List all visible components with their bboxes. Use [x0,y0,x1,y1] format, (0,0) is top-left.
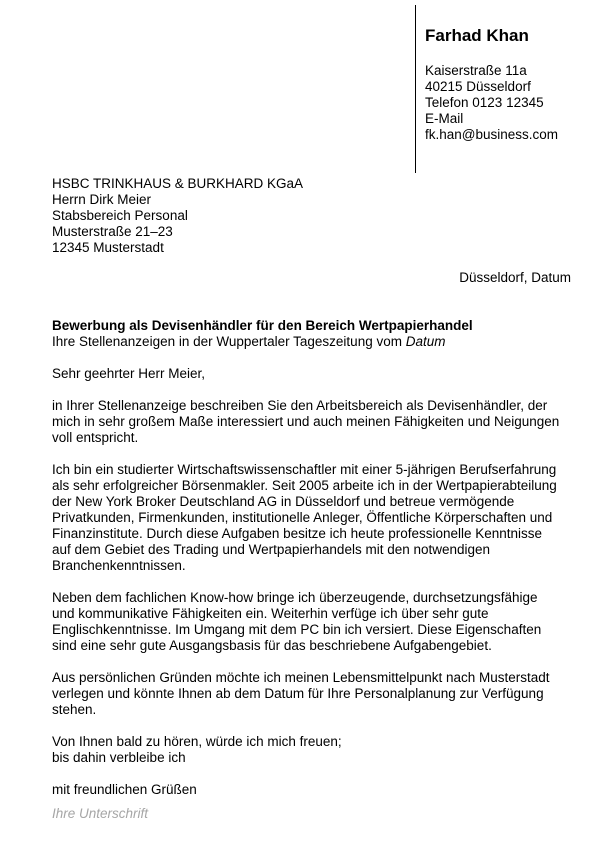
paragraph-line: bis dahin verbleibe ich [52,750,186,765]
paragraph-line: Von Ihnen bald zu hören, würde ich mich freuen; [52,734,342,749]
paragraph-line: mich in sehr großem Maße interessiert und auch meinen Fähigkeiten und Neigungen [52,414,560,429]
paragraph-line: voll entspricht. [52,430,139,445]
paragraph-line: der New York Broker Deutschland AG in Düsseldorf und betreue vermögende [52,494,515,509]
recipient-person: Herrn Dirk Meier [52,192,152,207]
recipient-department: Stabsbereich Personal [52,208,188,223]
sender-block [425,26,558,143]
paragraph-line: als sehr erfolgreicher Börsenmakler. Seit 2005 arbeite ich in der Wertpapierabteilung [52,478,557,493]
paragraph-line: sind eine sehr gute Ausgangsbasis für das beschriebene Aufgabengebiet. [52,638,492,653]
paragraph-4 [52,670,577,718]
recipient-address [52,176,303,256]
sender-email: fk.han@business.com [425,127,559,142]
paragraph-3 [52,590,577,654]
recipient-city: 12345 Musterstadt [52,240,164,255]
recipient-street: Musterstraße 21–23 [52,224,173,239]
paragraph-5 [52,734,577,766]
signature-placeholder: Ihre Unterschrift [52,806,149,821]
subject-block [52,318,473,350]
paragraph-line: Ich bin ein studierter Wirtschaftswissenschaftler mit einer 5-jährigen Berufserfahrung [52,462,557,477]
paragraph-line: Englischkenntnisse. Im Umgang mit dem PC bin ich versiert. Diese Eigenschaften [52,622,542,637]
subject-title: Bewerbung als Devisenhändler für den Bereich Wertpapierhandel [52,318,473,333]
paragraph-line: stehen. [52,702,97,717]
salutation-block [52,366,577,382]
subject-reference-date: Datum [405,334,446,349]
sender-name: Farhad Khan [425,26,529,45]
subject-reference [52,334,473,350]
paragraph-line: Privatkunden, Firmenkunden, institutionelle Anleger, Öffentliche Körperschaften und [52,510,553,525]
paragraph-line: Branchenkenntnissen. [52,558,186,573]
salutation: Sehr geehrter Herr Meier, [52,366,206,381]
closing-block [52,782,577,798]
paragraph-line: Finanzinstitute. Durch diese Aufgaben besitze ich heute professionelle Kenntnisse [52,526,543,541]
place-date: Düsseldorf, Datum [459,270,571,285]
sender-email-label: E-Mail [425,111,464,126]
paragraph-2 [52,462,577,574]
paragraph-line: Aus persönlichen Gründen möchte ich meinen Lebensmittelpunkt nach Musterstadt [52,670,550,685]
paragraph-line: verlegen und könnte Ihnen ab dem Datum für Ihre Personalplanung zur Verfügung [52,686,544,701]
paragraph-line: Neben dem fachlichen Know-how bringe ich überzeugende, durchsetzungsfähige [52,590,538,605]
closing: mit freundlichen Grüßen [52,782,197,797]
header-divider-line [415,5,416,173]
paragraph-1 [52,398,577,446]
paragraph-line: und kommunikative Fähigkeiten ein. Weiterhin verfüge ich über sehr gute [52,606,489,621]
sender-street: Kaiserstraße 11a [425,63,527,78]
subject-reference-text: Ihre Stellenanzeigen in der Wuppertaler Tageszeitung vom [52,334,406,349]
sender-city: 40215 Düsseldorf [425,79,531,94]
paragraph-line: in Ihrer Stellenanzeige beschreiben Sie den Arbeitsbereich als Devisenhändler, der [52,398,548,413]
recipient-company: HSBC TRINKHAUS & BURKHARD KGaA [52,176,304,191]
sender-phone: Telefon 0123 12345 [425,95,544,110]
paragraph-line: auf dem Gebiet des Trading und Wertpapierhandels mit den notwendigen [52,542,491,557]
